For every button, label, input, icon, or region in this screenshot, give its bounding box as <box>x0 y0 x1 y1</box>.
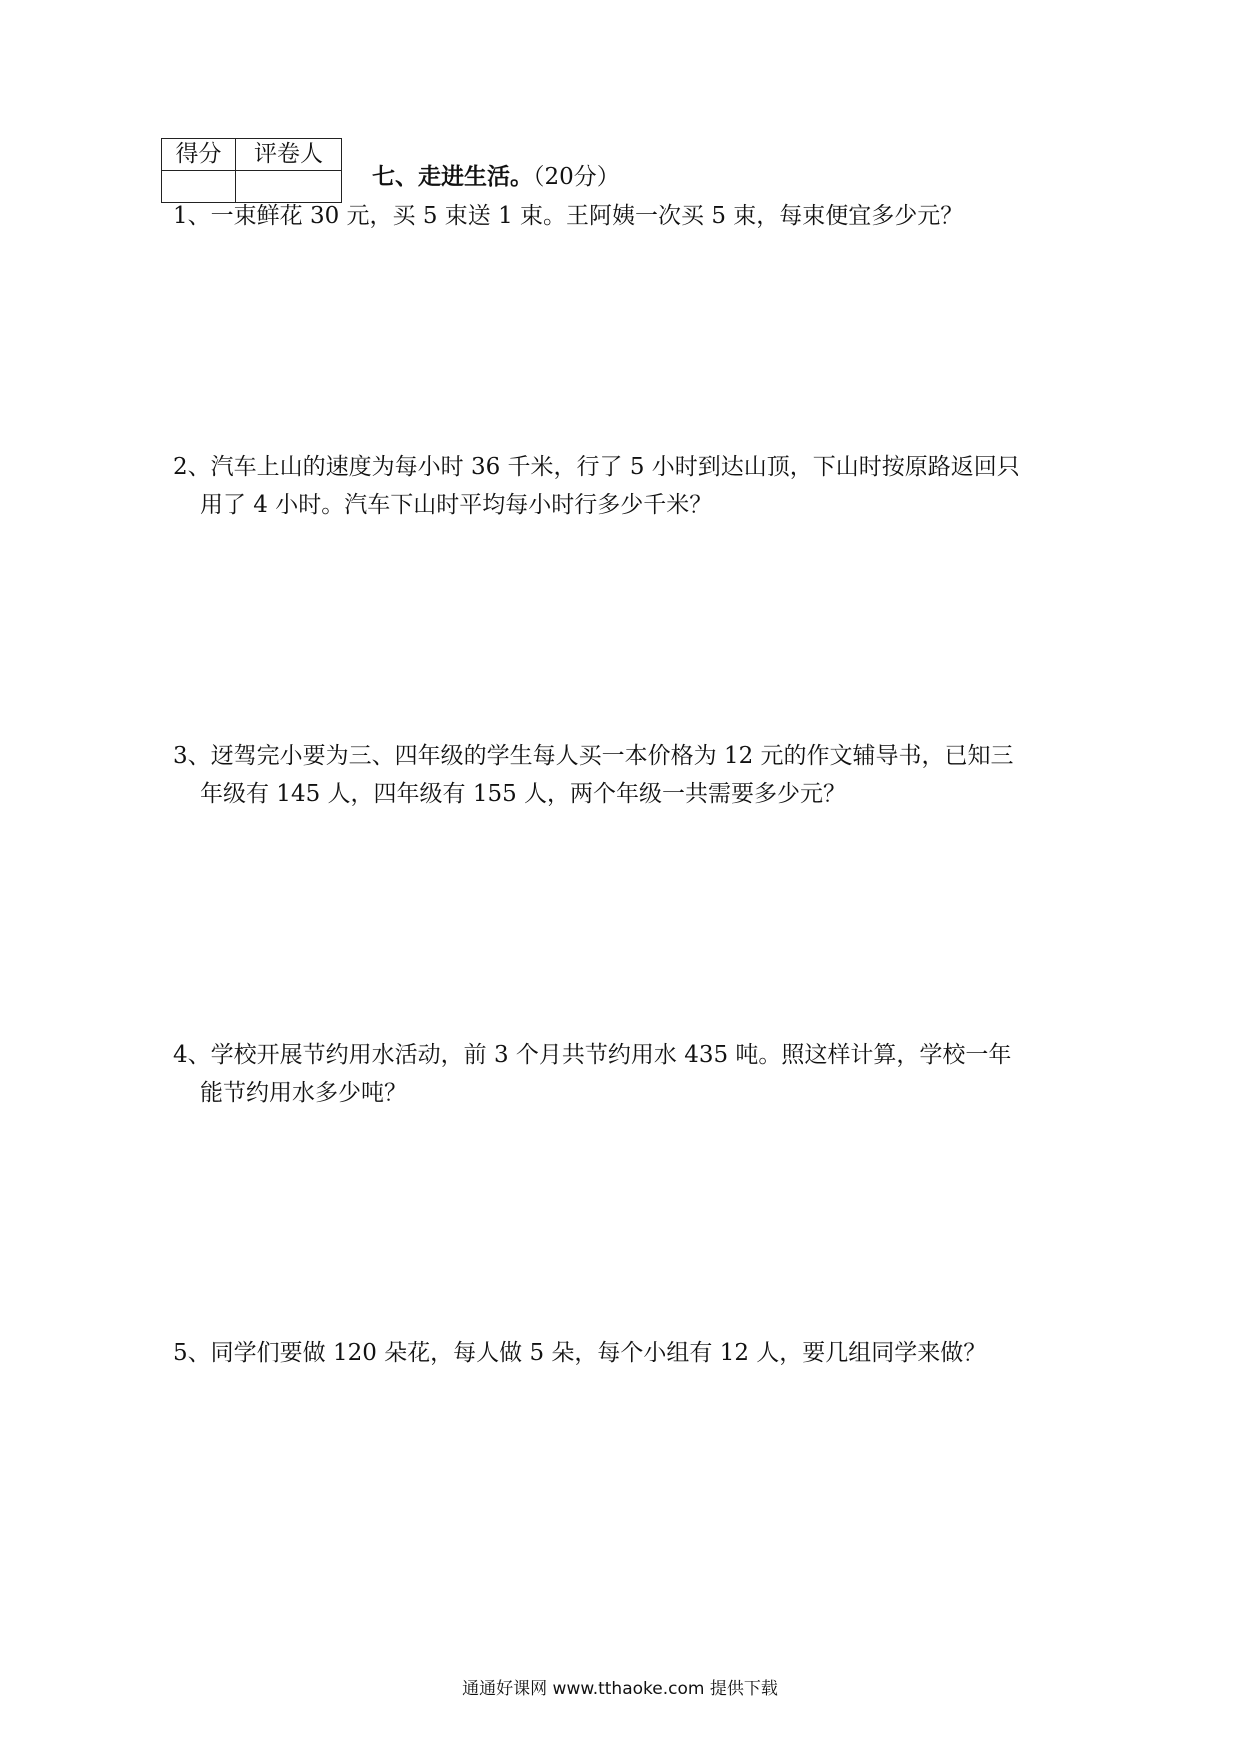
question-line: 5、同学们要做 120 朵花，每人做 5 朵，每个小组有 12 人，要几组同学来做？ <box>173 1340 987 1366</box>
grader-header: 评卷人 <box>236 139 342 171</box>
score-table <box>161 138 342 203</box>
question-line: 1、一束鲜花 30 元，买 5 束送 1 束。王阿姨一次买 5 束，每束便宜多少元？ <box>173 203 964 229</box>
section-points: （20分） <box>533 164 620 190</box>
question-5 <box>173 1334 1093 1372</box>
question-1 <box>173 197 1093 235</box>
score-table-header-row <box>162 139 342 171</box>
question-line: 3、迓驾完小要为三、四年级的学生每人买一本价格为 12 元的作文辅导书，已知三 <box>173 743 1014 769</box>
section-heading <box>372 162 620 192</box>
question-3 <box>173 737 1093 813</box>
question-line: 2、汽车上山的速度为每小时 36 千米，行了 5 小时到达山顶，下山时按原路返回只 <box>173 454 1020 480</box>
question-line: 能节约用水多少吨？ <box>200 1080 407 1106</box>
question-line: 年级有 145 人，四年级有 155 人，两个年级一共需要多少元？ <box>200 781 847 807</box>
score-header: 得分 <box>162 139 236 171</box>
footer-credit: 通通好课网 www.tthaoke.com 提供下载 <box>462 1679 778 1699</box>
question-2 <box>173 448 1093 524</box>
question-line: 用了 4 小时。汽车下山时平均每小时行多少千米？ <box>200 492 713 518</box>
question-line: 4、学校开展节约用水活动，前 3 个月共节约用水 435 吨。照这样计算，学校一年 <box>173 1042 1012 1068</box>
question-4 <box>173 1036 1093 1112</box>
section-title: 七、走进生活。 <box>372 163 533 190</box>
